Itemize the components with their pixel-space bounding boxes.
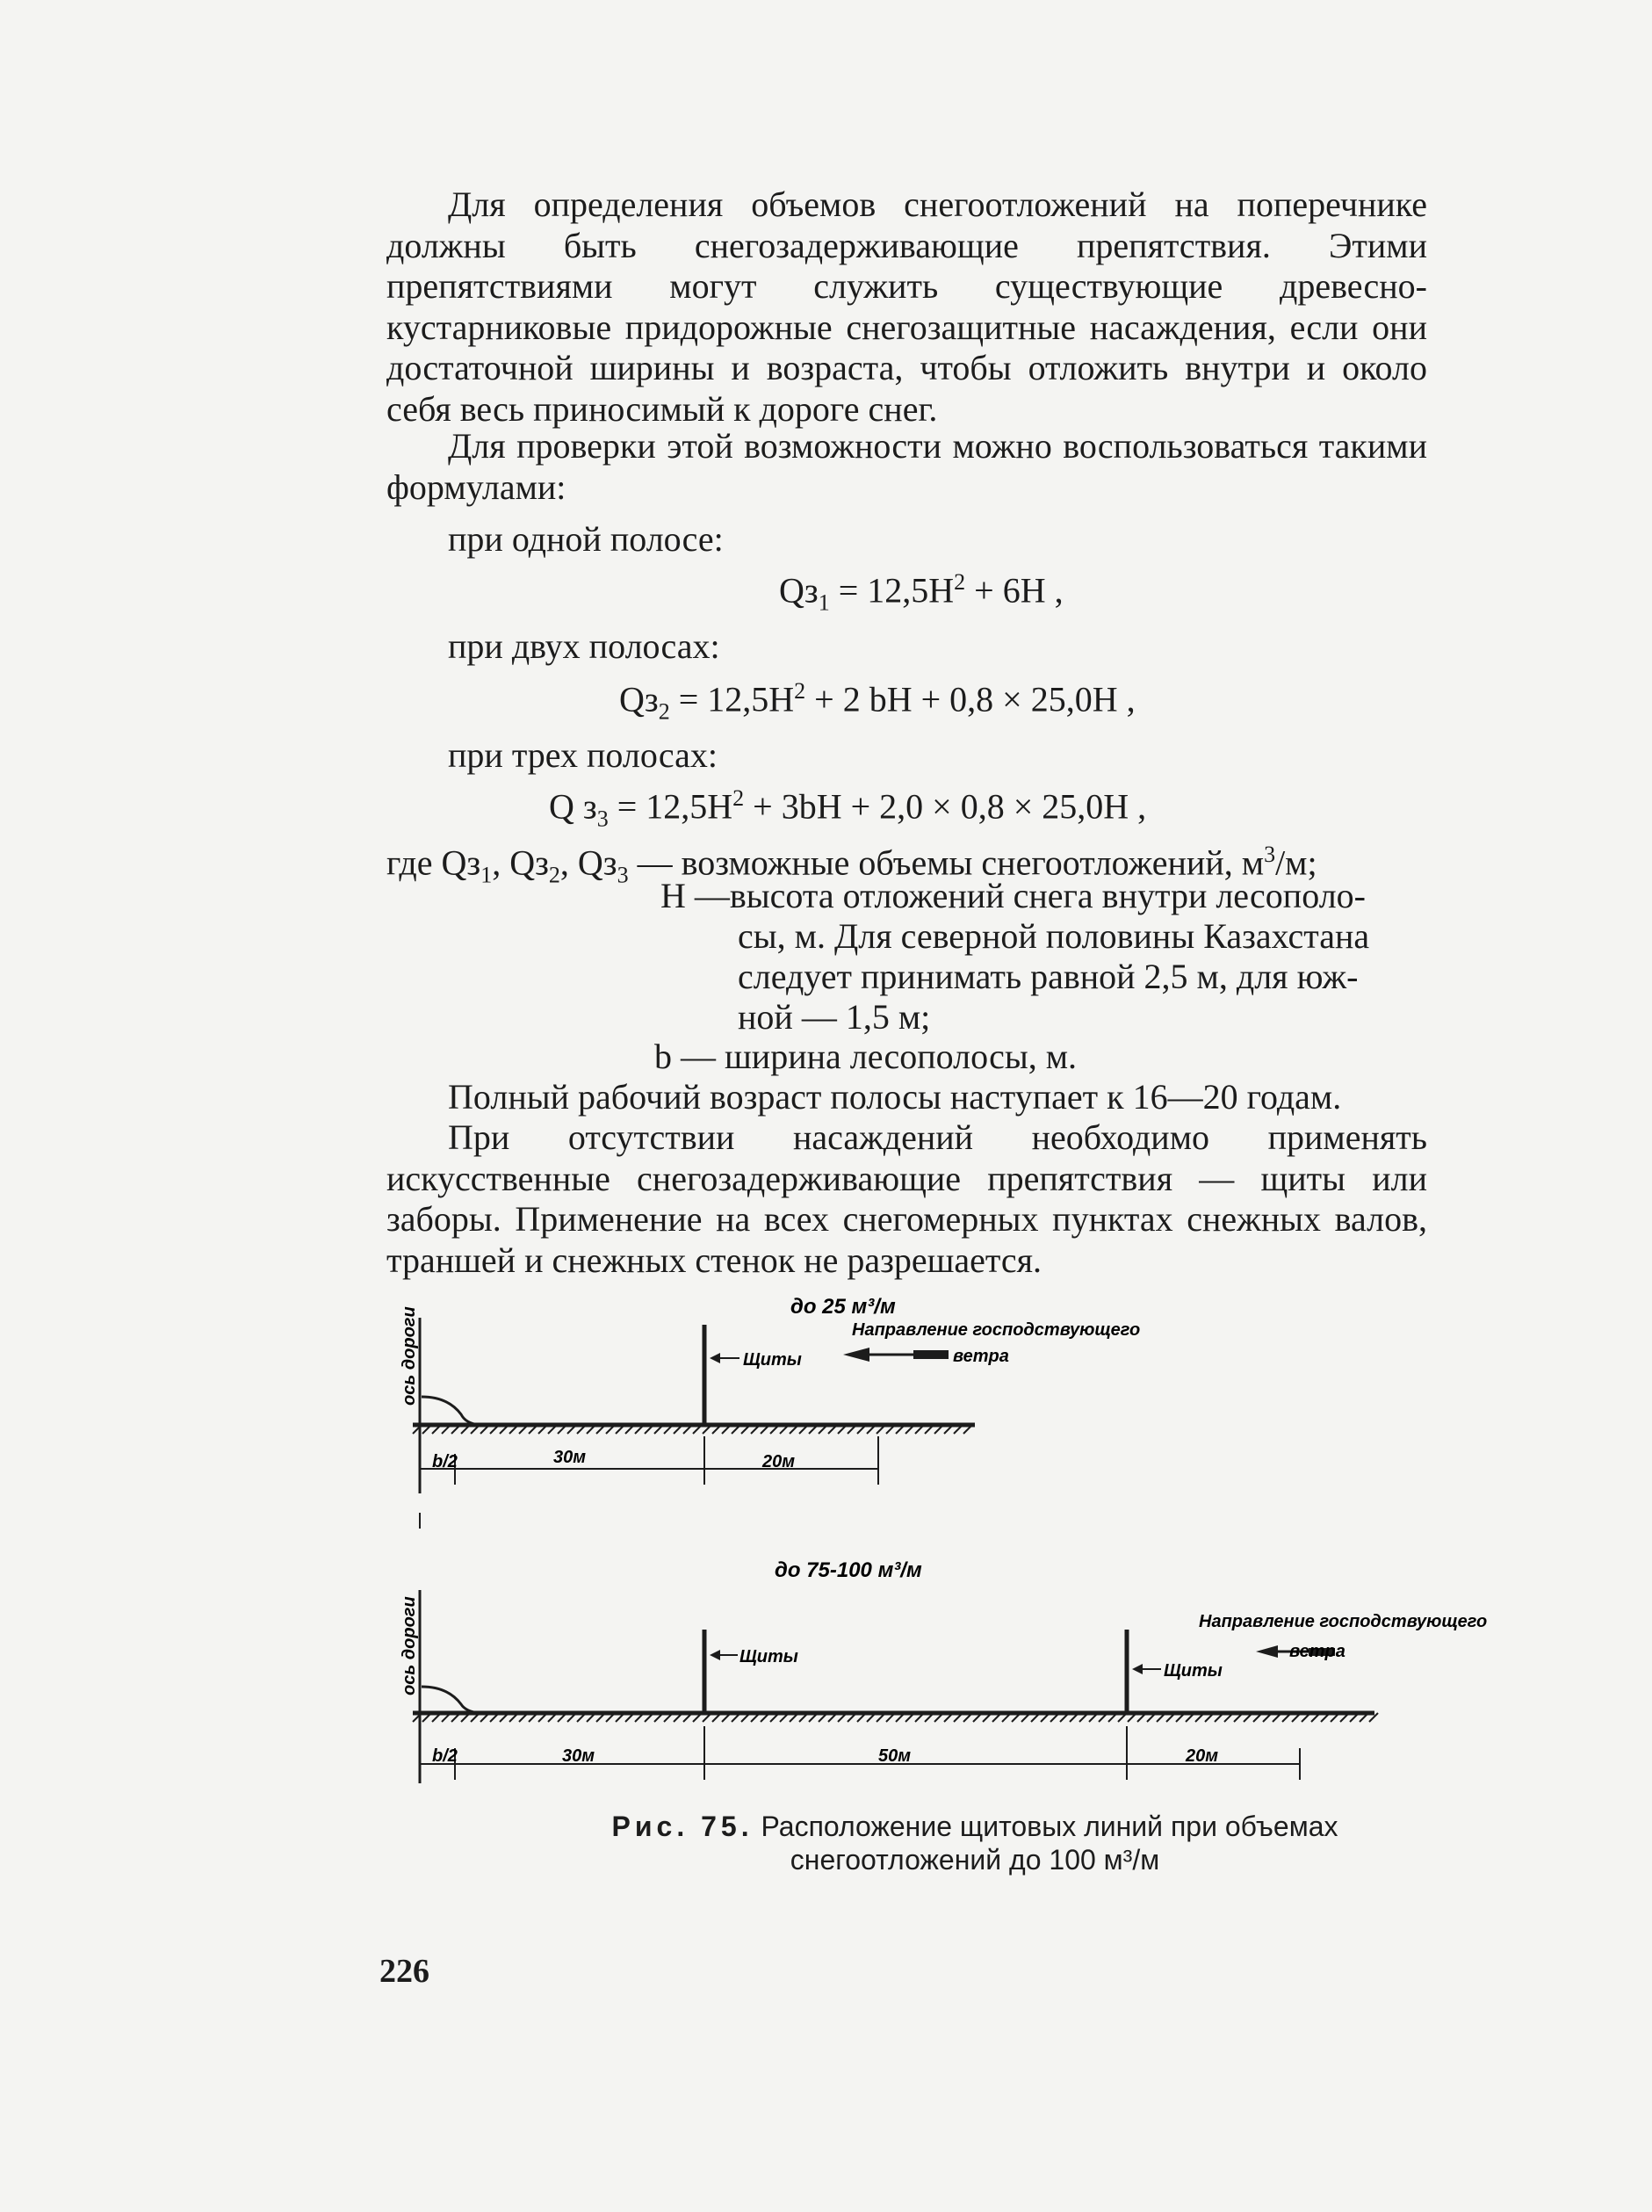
two-strip-label: при двух полосах: — [448, 626, 720, 666]
formula-one-strip — [779, 569, 1064, 616]
definition-h-line4: ной — 1,5 м; — [738, 997, 931, 1037]
road-axis-label: ось дороги — [400, 1306, 419, 1406]
wind-arrowhead — [1256, 1645, 1278, 1658]
formula-superscript: 2 — [954, 569, 966, 595]
formula-subscript: 1 — [818, 589, 830, 616]
definition-h-line2: сы, м. Для северной половины Казахстана — [738, 916, 1370, 956]
caption-label: Рис. 75. — [611, 1811, 754, 1842]
wind-label: Направление господствующего — [1199, 1612, 1488, 1631]
half-width-label: b/2 — [432, 1746, 458, 1766]
volume-label: до 25 м³/м — [790, 1295, 896, 1319]
formula-subscript: 3 — [596, 806, 609, 832]
shields-label: Щиты — [739, 1647, 798, 1666]
shield-pointer-head — [710, 1650, 720, 1660]
wind-arrow-tail — [913, 1350, 949, 1359]
half-width-label: b/2 — [432, 1452, 458, 1471]
caption-line2: снегоотложений до 100 м³/м — [790, 1844, 1160, 1876]
formula-subscript: 2 — [658, 698, 670, 725]
caption-text: Расположение щитовых линий при объемах — [761, 1811, 1338, 1842]
three-strip-label: при трех полосах: — [448, 735, 718, 775]
definition-h-line1: H —высота отложений снега внутри лесополо- — [660, 876, 1366, 915]
formula-term: = 12,5H — [608, 786, 733, 827]
formula-term: = 12,5H — [829, 570, 955, 611]
wind-label: ветра — [1289, 1642, 1345, 1661]
def-text: , Qз — [559, 842, 617, 883]
shields-label: Щиты — [1164, 1661, 1223, 1681]
def-subscript: 1 — [480, 862, 493, 888]
formula-three-strips — [549, 785, 1146, 832]
formula-term: Qз — [619, 679, 659, 719]
wind-label: ветра — [953, 1347, 1009, 1366]
formula-term: + 2 bH + 0,8 × 25,0H , — [805, 679, 1136, 719]
wind-arrowhead — [843, 1348, 869, 1362]
road-embankment — [422, 1397, 479, 1425]
formula-term: = 12,5H — [669, 679, 795, 719]
road-embankment — [422, 1687, 479, 1713]
dimension-label: 20м — [762, 1452, 796, 1471]
definition-b: b — ширина лесополосы, м. — [654, 1037, 1078, 1076]
wind-label: Направление господствующего — [852, 1320, 1141, 1340]
dimension-label: 20м — [1186, 1746, 1219, 1766]
def-text: /м; — [1275, 842, 1317, 883]
def-superscript: 3 — [1264, 842, 1276, 867]
definition-h-line3: следует принимать равной 2,5 м, для юж- — [738, 957, 1359, 996]
paragraph-artificial-obstacles: При отсутствии насаждений необходимо применять искусственные снегозадерживающие препятствия — щиты или заборы. Применение на всех снегомерных пунктах снежных валов, траншей и снежных стенок не разрешается. — [386, 1117, 1427, 1280]
paragraph-formulas-intro: Для проверки этой возможности можно воспользоваться такими формулами: — [386, 426, 1427, 507]
shields-label: Щиты — [743, 1350, 802, 1370]
formula-superscript: 2 — [732, 785, 745, 811]
one-strip-label: при одной полосе: — [448, 519, 724, 559]
road-axis-label: ось дороги — [400, 1596, 419, 1695]
paragraph-working-age: Полный рабочий возраст полосы наступает к 16—20 годам. — [448, 1077, 1342, 1117]
paragraph-obstacles: Для определения объемов снегоотложений на поперечнике должны быть снегозадерживающие препятствия. Этими препятствиями могут служить существующие древесно-кустарниковые придорожные снегозащитные насаждения, если они достаточной ширины и возраста, чтобы отложить внутри и около себя весь приносимый к дороге снег. — [386, 184, 1427, 429]
volume-label: до 75-100 м³/м — [775, 1558, 922, 1582]
def-subscript: 3 — [617, 862, 629, 888]
dimension-label: 50м — [878, 1746, 912, 1766]
figure-caption — [492, 1810, 1458, 1876]
formula-term: Q з — [549, 786, 597, 827]
formula-term: + 3bH + 2,0 × 0,8 × 25,0H , — [744, 786, 1147, 827]
formula-superscript: 2 — [794, 678, 806, 704]
formula-two-strips — [619, 678, 1136, 725]
formula-term: Qз — [779, 570, 819, 611]
caption-line1 — [492, 1810, 1458, 1843]
dimension-label: 30м — [562, 1746, 595, 1766]
formula-term: + 6H , — [965, 570, 1064, 611]
dimension-label: 30м — [553, 1448, 587, 1467]
def-text: — возможные объемы снегоотложений, м — [628, 842, 1265, 883]
shield-pointer-head — [1132, 1664, 1143, 1674]
def-subscript: 2 — [548, 862, 560, 888]
def-text: где Qз — [386, 842, 481, 883]
shield-pointer-head — [710, 1353, 720, 1363]
def-text: , Qз — [492, 842, 549, 883]
page-number: 226 — [379, 1953, 429, 1990]
